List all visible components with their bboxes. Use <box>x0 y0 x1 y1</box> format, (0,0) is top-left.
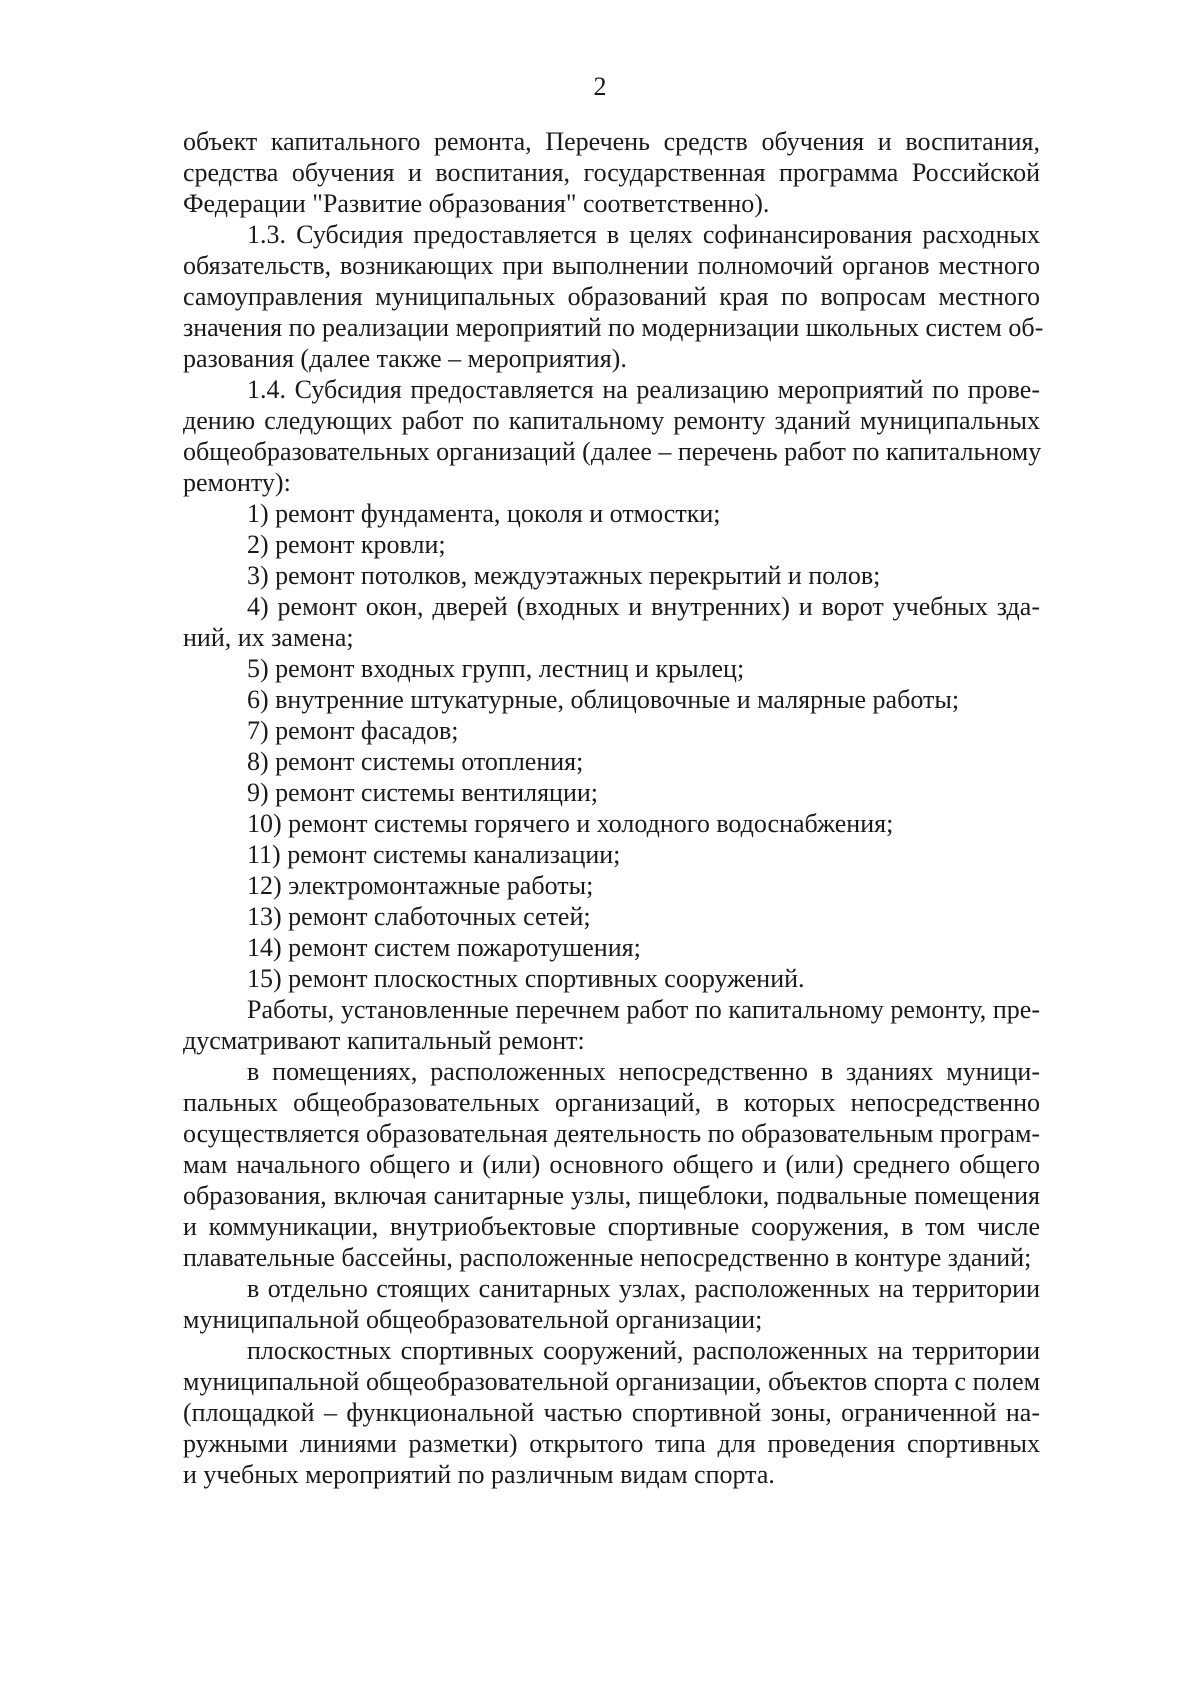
text-line: значения по реализации мероприятий по модернизации школьных систем об- <box>183 313 1044 342</box>
text-line: средства обучения и воспитания, государственная программа Российской <box>183 158 1040 187</box>
text-line: и учебных мероприятий по различным видам спорта. <box>183 1460 775 1489</box>
text-line: пальных общеобразовательных организаций, в которых непосредственно <box>183 1088 1040 1117</box>
text-line: Федерации "Развитие образования" соответственно). <box>183 189 770 218</box>
text-line: ремонту): <box>183 468 291 497</box>
list-item: 3) ремонт потолков, междуэтажных перекрытий и полов; <box>247 561 881 590</box>
text-line: осуществляется образовательная деятельность по образовательным програм- <box>183 1119 1041 1148</box>
paragraph-works-scope <box>183 994 1040 1056</box>
text-line: Работы, установленные перечнем работ по капитальному ремонту, пре- <box>247 995 1040 1024</box>
text-line: 1.4. Субсидия предоставляется на реализацию мероприятий по прове- <box>247 375 1040 404</box>
paragraph-premises <box>183 1056 1040 1273</box>
text-line: обязательств, возникающих при выполнении полномочий органов местного <box>183 251 1040 280</box>
text-line: ний, их замена; <box>183 623 354 652</box>
list-item: 15) ремонт плоскостных спортивных сооружений. <box>247 964 805 993</box>
list-item: 7) ремонт фасадов; <box>247 716 459 745</box>
text-line: мам начального общего и (или) основного общего и (или) среднего общего <box>183 1150 1040 1179</box>
list-item: 10) ремонт системы горячего и холодного водоснабжения; <box>247 809 894 838</box>
text-line: дусматривают капитальный ремонт: <box>183 1026 585 1055</box>
paragraph-continuation <box>183 126 1040 219</box>
text-line: (площадкой – функциональной частью спортивной зоны, ограниченной на- <box>183 1398 1040 1427</box>
list-item <box>183 591 1040 653</box>
text-line: 4) ремонт окон, дверей (входных и внутренних) и ворот учебных зда- <box>247 592 1040 621</box>
paragraph-sports-facilities <box>183 1335 1040 1490</box>
text-line: дению следующих работ по капитальному ремонту зданий муниципальных <box>183 406 1040 435</box>
text-line: самоуправления муниципальных образований края по вопросам местного <box>183 282 1040 311</box>
text-line: в помещениях, расположенных непосредственно в зданиях муници- <box>247 1057 1040 1086</box>
list-item: 1) ремонт фундамента, цоколя и отмостки; <box>247 499 721 528</box>
text-line: ружными линиями разметки) открытого типа для проведения спортивных <box>183 1429 1040 1458</box>
text-line: муниципальной общеобразовательной организации; <box>183 1305 763 1334</box>
list-item: 9) ремонт системы вентиляции; <box>247 778 598 807</box>
list-item: 14) ремонт систем пожаротушения; <box>247 933 641 962</box>
text-line: 1.3. Субсидия предоставляется в целях софинансирования расходных <box>247 220 1040 249</box>
text-line: муниципальной общеобразовательной организации, объектов спорта с полем <box>183 1367 1041 1396</box>
text-line: объект капитального ремонта, Перечень средств обучения и воспитания, <box>183 127 1040 156</box>
text-line: плавательные бассейны, расположенные непосредственно в контуре зданий; <box>183 1243 1032 1272</box>
paragraph-1-3 <box>183 219 1044 374</box>
list-item: 11) ремонт системы канализации; <box>247 840 621 869</box>
document-body <box>183 126 1044 1490</box>
list-item: 5) ремонт входных групп, лестниц и крылец; <box>247 654 745 683</box>
list-item: 6) внутренние штукатурные, облицовочные и малярные работы; <box>247 685 960 714</box>
text-line: в отдельно стоящих санитарных узлах, расположенных на территории <box>247 1274 1040 1303</box>
text-line: и коммуникации, внутриобъектовые спортивные сооружения, в том числе <box>183 1212 1040 1241</box>
text-line: разования (далее также – мероприятия). <box>183 344 627 373</box>
text-line: общеобразовательных организаций (далее – перечень работ по капитальному <box>183 437 1042 466</box>
list-item: 8) ремонт системы отопления; <box>247 747 584 776</box>
list-item: 13) ремонт слаботочных сетей; <box>247 902 591 931</box>
list-item: 2) ремонт кровли; <box>247 530 446 559</box>
list-item: 12) электромонтажные работы; <box>247 871 594 900</box>
works-list <box>183 498 1040 994</box>
paragraph-1-4 <box>183 374 1040 498</box>
text-line: образования, включая санитарные узлы, пищеблоки, подвальные помещения <box>183 1181 1040 1210</box>
page-number: 2 <box>593 72 607 101</box>
paragraph-sanitary <box>183 1273 1040 1335</box>
text-line: плоскостных спортивных сооружений, расположенных на территории <box>247 1336 1040 1365</box>
